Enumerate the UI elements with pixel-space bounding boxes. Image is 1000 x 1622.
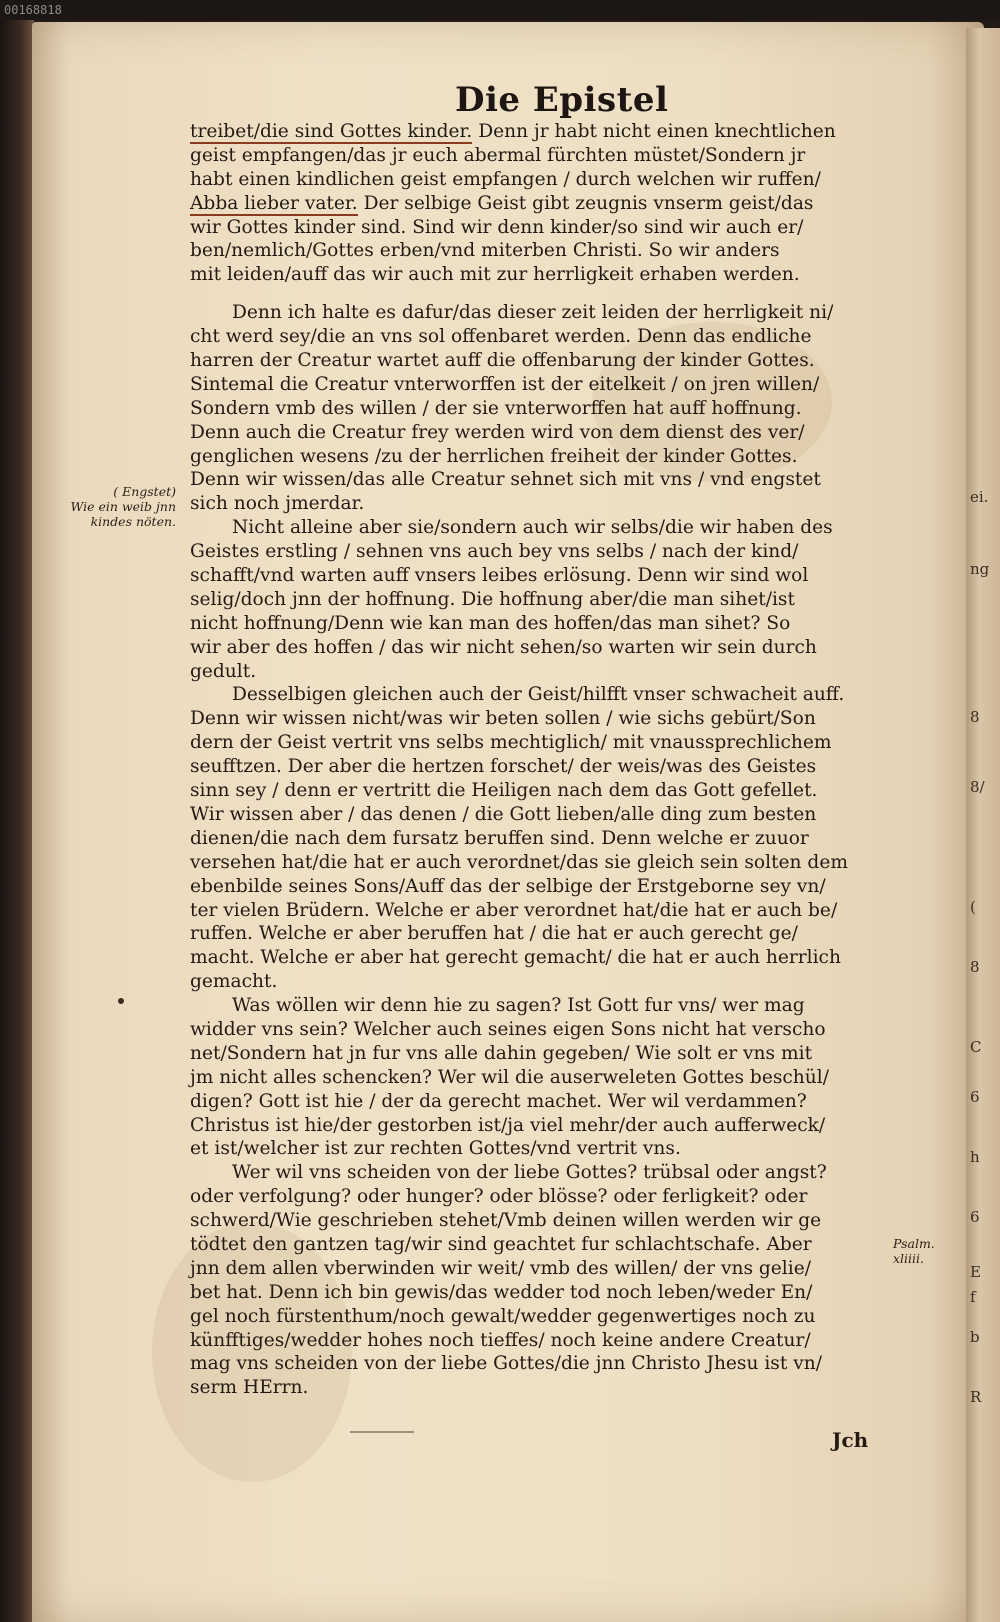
text-line: treibet/die sind Gottes kinder. Denn jr habt nicht einen knechtlichen — [190, 121, 836, 142]
text-line: selig/doch jnn der hoffnung. Die hoffnung aber/die man sihet/ist — [190, 588, 795, 610]
text-line: Sintemal die Creatur vnterworffen ist der eitelkeit / on jren willen/ — [190, 373, 820, 395]
text-line: versehen hat/die hat er auch verordnet/das sie gleich sein solten dem — [190, 851, 848, 873]
text-line: Desselbigen gleichen auch der Geist/hilfft vnser schwacheit auff. — [232, 684, 845, 706]
facing-page-fragment: h — [970, 1148, 980, 1166]
text-line: Denn auch die Creatur frey werden wird von dem dienst des ver/ — [190, 421, 805, 443]
facing-page-fragment: 8 — [970, 958, 980, 976]
catchword: Jch — [832, 1428, 869, 1452]
facing-page-fragment: C — [970, 1038, 982, 1056]
text-line: ruffen. Welche er aber beruffen hat / die hat er auch gerecht ge/ — [190, 923, 798, 945]
text-line: mit leiden/auff das wir auch mit zur herrligkeit erhaben werden. — [190, 264, 800, 286]
text-line: gel noch fürstenthum/noch gewalt/wedder gegenwertiges noch zu — [190, 1305, 816, 1327]
running-head: Die Epistel — [455, 80, 669, 120]
book-binding — [0, 20, 34, 1622]
text-line: mag vns scheiden von der liebe Gottes/die jnn Christo Jhesu ist vn/ — [190, 1353, 822, 1375]
text-line: ben/nemlich/Gottes erben/vnd miterben Christi. So wir anders — [190, 240, 780, 262]
text-line: nicht hoffnung/Denn wie kan man des hoffen/das man sihet? So — [190, 612, 791, 634]
text-line: net/Sondern hat jn fur vns alle dahin gegeben/ Wie solt er vns mit — [190, 1042, 813, 1064]
text-line: dern der Geist vertrit vns selbs mechtiglich/ mit vnaussprechlichem — [190, 732, 832, 754]
margin-note-psalm — [893, 1236, 953, 1266]
facing-page-fragment: 8 — [970, 708, 980, 726]
text-line: harren der Creatur wartet auff die offenbarung der kinder Gottes. — [190, 350, 815, 372]
facing-page-fragment: 8/ — [970, 778, 985, 796]
text-line: wir Gottes kinder sind. Sind wir denn kinder/so sind wir auch er/ — [190, 216, 804, 238]
ink-mark — [350, 1431, 414, 1433]
facing-page-fragment: R — [970, 1388, 982, 1406]
text-line: tödtet den gantzen tag/wir sind geachtet fur schlachtschafe. Aber — [190, 1233, 812, 1255]
text-line: ter vielen Brüdern. Welche er aber verordnet hat/die hat er auch be/ — [190, 899, 838, 921]
text-line: wir aber des hoffen / das wir nicht sehen/so warten wir sein durch — [190, 636, 817, 658]
text-line: jm nicht alles schencken? Wer wil die auserweleten Gottes beschül/ — [190, 1066, 829, 1088]
facing-page-fragment: ng — [970, 560, 990, 578]
paragraph-gap — [190, 287, 900, 301]
text-line: serm HErrn. — [190, 1377, 309, 1399]
text-line: dienen/die nach dem fursatz beruffen sind. Denn welche er zuuor — [190, 827, 809, 849]
text-line: sinn sey / denn er vertritt die Heiligen nach dem das Gott gefellet. — [190, 780, 818, 802]
text-line: künfftiges/wedder hohes noch tieffes/ noch keine andere Creatur/ — [190, 1329, 811, 1351]
text-line: Denn wir wissen/das alle Creatur sehnet sich mit vns / vnd engstet — [190, 469, 821, 491]
text-line: jnn dem allen vberwinden wir weit/ vmb des willen/ der vns gelie/ — [190, 1257, 811, 1279]
text-line: Abba lieber vater. Der selbige Geist gibt zeugnis vnserm geist/das — [190, 192, 814, 214]
margin-note-line: Wie ein weib jnn — [70, 499, 176, 514]
text-line: macht. Welche er aber hat gerecht gemacht/ die hat er auch herrlich — [190, 947, 841, 969]
facing-page-fragment: E — [970, 1263, 981, 1281]
text-line: schafft/vnd warten auff vnsers leibes erlösung. Denn wir sind wol — [190, 565, 809, 587]
facing-page-fragment: 6 — [970, 1088, 980, 1106]
text-line: Wir wissen aber / das denen / die Gott lieben/alle ding zum besten — [190, 803, 817, 825]
text-line: widder vns sein? Welcher auch seines eigen Sons nicht hat verscho — [190, 1018, 826, 1040]
text-line: schwerd/Wie geschrieben stehet/Vmb deinen willen werden wir ge — [190, 1210, 822, 1232]
text-line: seufftzen. Der aber die hertzen forschet/ der weis/was des Geistes — [190, 756, 817, 778]
facing-page-fragment: ( — [970, 898, 976, 916]
text-line: bet hat. Denn ich bin gewis/das wedder tod noch leben/weder En/ — [190, 1281, 813, 1303]
facing-page-fragment: ei. — [970, 488, 989, 506]
text-line: genglichen wesens /zu der herrlichen freiheit der kinder Gottes. — [190, 445, 798, 467]
text-line: habt einen kindlichen geist empfangen / durch welchen wir ruffen/ — [190, 168, 821, 190]
margin-note-line: ( Engstet) — [113, 484, 176, 499]
text-line: Christus ist hie/der gestorben ist/ja viel mehr/der auch aufferweck/ — [190, 1114, 826, 1136]
text-line: ebenbilde seines Sons/Auff das der selbige der Erstgeborne sey vn/ — [190, 875, 826, 897]
text-line: Denn ich halte es dafur/das dieser zeit leiden der herrligkeit ni/ — [232, 302, 834, 324]
text-line: Denn wir wissen nicht/was wir beten sollen / wie sichs gebürt/Son — [190, 708, 816, 730]
text-line: gedult. — [190, 660, 257, 682]
text-line: cht werd sey/die an vns sol offenbaret werden. Denn das endliche — [190, 326, 812, 348]
text-line: Geistes erstling / sehnen vns auch bey vns selbs / nach der kind/ — [190, 541, 799, 563]
facing-page-fragment: f — [970, 1288, 976, 1306]
facing-page-edge — [966, 28, 1000, 1622]
text-line: Wer wil vns scheiden von der liebe Gottes? trübsal oder angst? — [232, 1162, 827, 1184]
ink-mark — [118, 998, 124, 1004]
text-line: oder verfolgung? oder hunger? oder blösse? oder ferligkeit? oder — [190, 1186, 808, 1208]
text-line: et ist/welcher ist zur rechten Gottes/vnd vertrit vns. — [190, 1138, 681, 1160]
margin-note-line: xliiii. — [893, 1251, 925, 1266]
facing-page-fragment: b — [970, 1328, 980, 1346]
text-line: geist empfangen/das jr euch abermal fürchten müstet/Sondern jr — [190, 144, 806, 166]
text-line: gemacht. — [190, 971, 278, 993]
scan-id-label: 00168818 — [0, 0, 1000, 20]
text-line: Nicht alleine aber sie/sondern auch wir selbs/die wir haben des — [232, 517, 833, 539]
text-line: digen? Gott ist hie / der da gerecht machet. Wer wil verdammen? — [190, 1090, 807, 1112]
body-text — [190, 120, 900, 1400]
text-line: Was wöllen wir denn hie zu sagen? Ist Gott fur vns/ wer mag — [232, 995, 805, 1017]
margin-note-line: Psalm. — [893, 1236, 935, 1251]
facing-page-fragment: 6 — [970, 1208, 980, 1226]
margin-note-engstet — [44, 484, 176, 529]
text-line: sich noch jmerdar. — [190, 493, 365, 515]
text-line: Sondern vmb des willen / der sie vnterworffen hat auff hoffnung. — [190, 397, 802, 419]
margin-note-line: kindes nöten. — [90, 514, 176, 529]
